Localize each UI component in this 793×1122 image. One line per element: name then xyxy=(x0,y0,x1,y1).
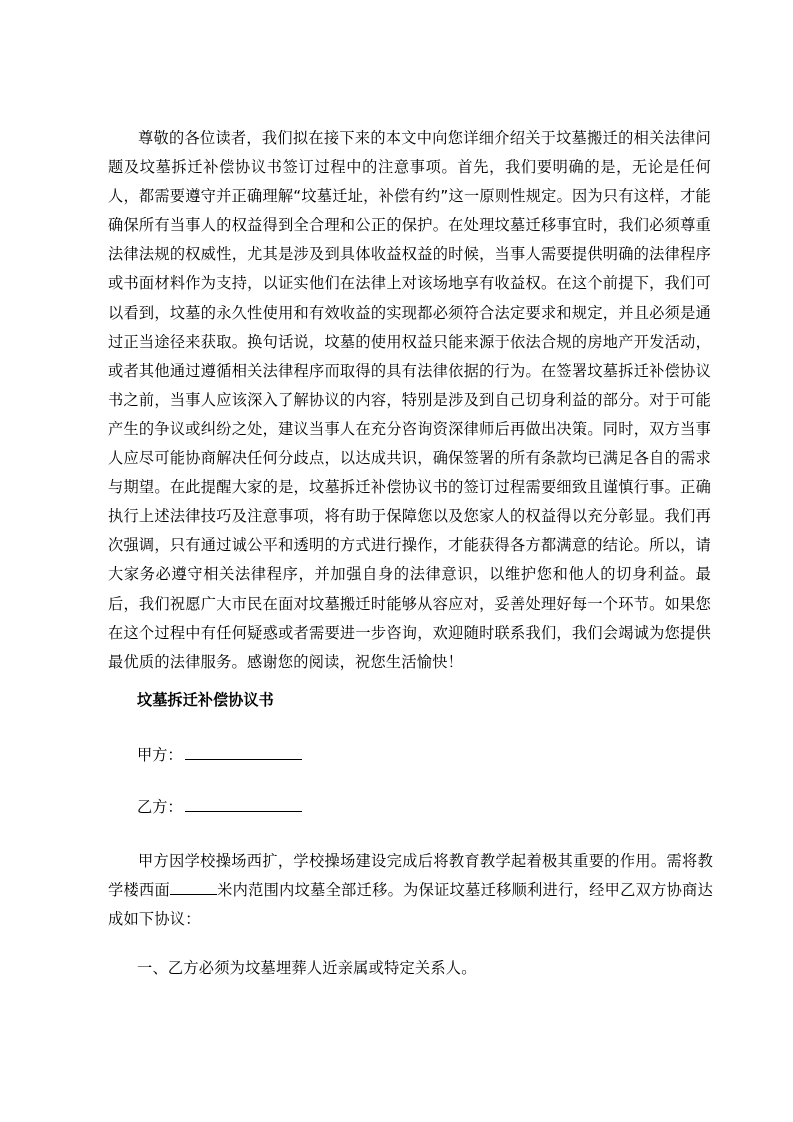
party-a-blank xyxy=(185,744,302,760)
party-b-line xyxy=(137,795,302,819)
party-a-label: 甲方： xyxy=(137,746,183,764)
agreement-title: 坟墓拆迁补偿协议书 xyxy=(137,691,274,709)
party-a-line xyxy=(137,743,302,767)
intro-paragraph: 尊敬的各位读者，我们拟在接下来的本文中向您详细介绍关于坟墓搬迁的相关法律问题及坟墓拆迁补偿协议书签订过程中的注意事项。首先，我们要明确的是，无论是任何人，都需要遵守并正确理解“坟墓迁址，补偿有约”这一原则性规定。因为只有这样，才能确保所有当事人的权益得到全合理和公正的保护。在处理坟墓迁移事宜时，我们必须尊重法律法规的权威性，尤其是涉及到具体收益权益的时候，当事人需要提供明确的法律程序或书面材料作为支持，以证实他们在法律上对该场地享有收益权。在这个前提下，我们可以看到，坟墓的永久性使用和有效收益的实现都必须符合法定要求和规定，并且必须是通过正当途径来获取。换句话说，坟墓的使用权益只能来源于依法合规的房地产开发活动，或者其他通过遵循相关法律程序而取得的具有法律依据的行为。在签署坟墓拆迁补偿协议书之前，当事人应该深入了解协议的内容，特别是涉及到自己切身利益的部分。对于可能产生的争议或纠纷之处，建议当事人在充分咨询资深律师后再做出决策。同时，双方当事人应尽可能协商解决任何分歧点，以达成共识，确保签署的所有条款均已满足各自的需求与期望。在此提醒大家的是，坟墓拆迁补偿协议书的签订过程需要细致且谨慎行事。正确执行上述法律技巧及注意事项，将有助于保障您以及您家人的权益得以充分彰显。我们再次强调，只有通过诚公平和透明的方式进行操作，才能获得各方都满意的结论。所以，请大家务必遵守相关法律程序，并加强自身的法律意识，以维护您和他人的切身利益。最后，我们祝愿广大市民在面对坟墓搬迁时能够从容应对，妥善处理好每一个环节。如果您在这个过程中有任何疑惑或者需要进一步咨询，欢迎随时联系我们，我们会竭诚为您提供最优质的法律服务。感谢您的阅读，祝您生活愉快！ xyxy=(108,129,711,671)
party-b-label: 乙方： xyxy=(137,798,183,816)
party-b-blank xyxy=(185,796,302,812)
clause-1: 一、乙方必须为坟墓埋葬人近亲属或特定关系人。 xyxy=(137,959,477,977)
preamble-after: 米内范围内坟墓全部迁移。为保证坟墓迁移顺利进行，经甲乙双方协商达成如下协议： xyxy=(108,881,713,929)
preamble-paragraph xyxy=(108,847,713,934)
preamble-before: 甲方因学校操场西扩，学校操场建设完成后将教育教学起着极其重要的作用。需将教学楼西面 xyxy=(108,852,713,900)
distance-blank xyxy=(170,879,217,895)
